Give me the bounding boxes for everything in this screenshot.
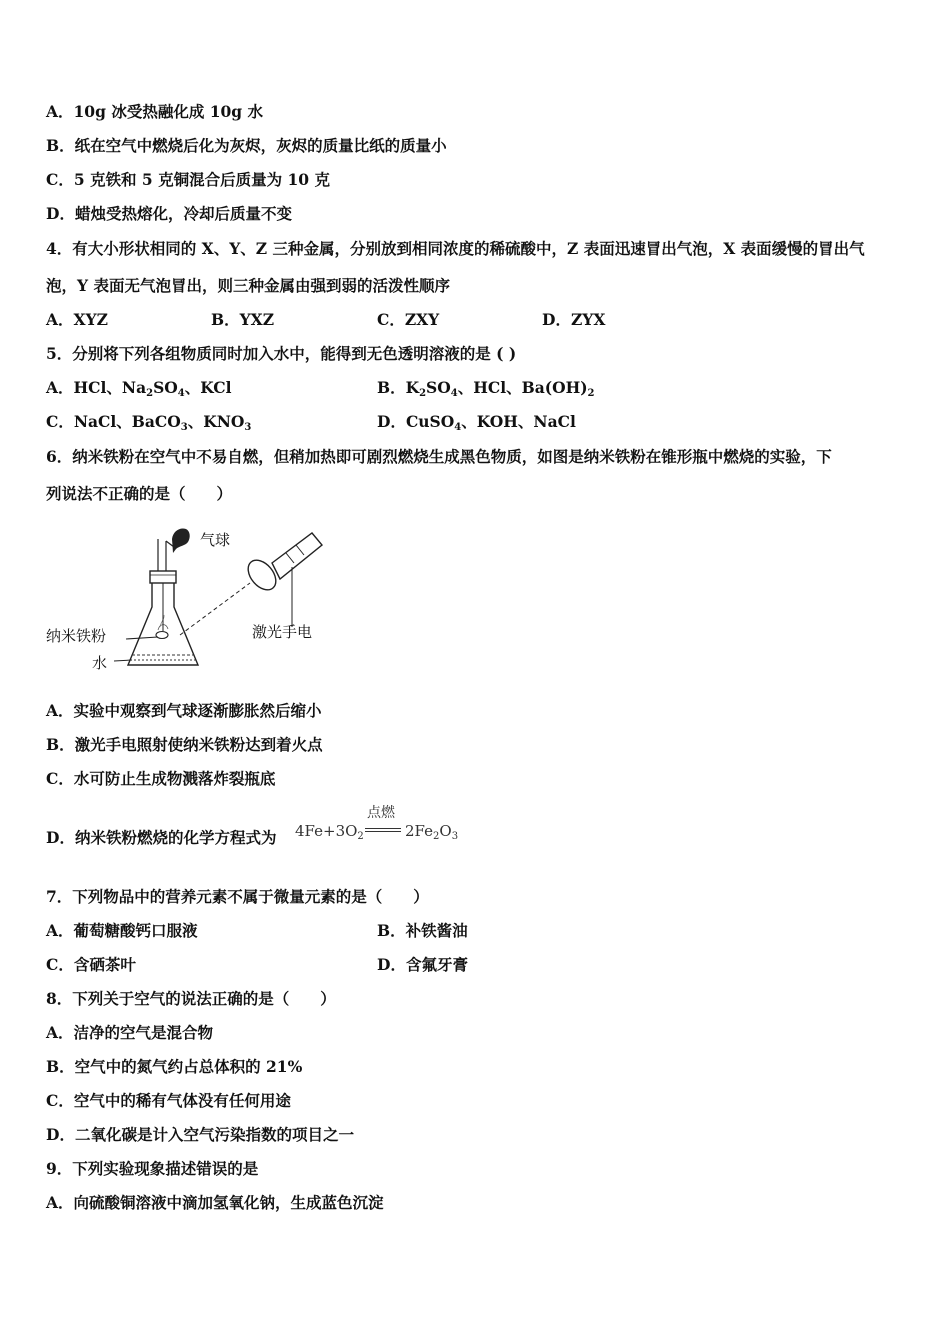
balloon-shape <box>172 528 190 553</box>
q3-option-c: C．5 克铁和 5 克铜混合后质量为 10 克 <box>46 170 330 189</box>
label-iron-powder: 纳米铁粉 <box>46 627 107 645</box>
equation-condition: 点燃 <box>367 805 395 821</box>
flashlight-body <box>272 533 322 579</box>
label-water: 水 <box>92 654 108 672</box>
q5-option-d: D．CuSO$_4$、KOH、NaCl <box>377 412 576 433</box>
q4-option-b: B．YXZ <box>211 310 275 329</box>
q6-stem-line1: 6．纳米铁粉在空气中不易自燃，但稍加热即可剧烈燃烧生成黑色物质，如图是纳米铁粉在锥形瓶中燃烧的实验，下 <box>46 447 832 466</box>
q6-option-a: A．实验中观察到气球逐渐膨胀然后缩小 <box>46 701 322 720</box>
label-balloon: 气球 <box>200 531 231 549</box>
q5-stem: 5．分别将下列各组物质同时加入水中，能得到无色透明溶液的是 ( ) <box>46 344 517 363</box>
q6-option-d: D．纳米铁粉燃烧的化学方程式为 <box>46 828 277 847</box>
q9-stem: 9．下列实验现象描述错误的是 <box>46 1159 259 1178</box>
equation-reactants: $4Fe+3O_2$ <box>295 822 364 842</box>
q7-option-a: A．葡萄糖酸钙口服液 <box>46 921 198 940</box>
equation-product: $2Fe_2O_3$ <box>405 822 459 842</box>
q4-stem-line2: 泡，Y 表面无气泡冒出，则三种金属由强到弱的活泼性顺序 <box>46 276 450 295</box>
q5-option-a: A．HCl、$Na_2SO_4$、KCl <box>46 378 232 399</box>
q5-option-b: B．$K_2SO_4$、HCl、$Ba(OH)_2$ <box>377 378 595 399</box>
label-flashlight: 激光手电 <box>252 623 313 641</box>
q8-option-b: B．空气中的氮气约占总体积的 21% <box>46 1057 303 1076</box>
q9-option-a: A．向硫酸铜溶液中滴加氢氧化钠，生成蓝色沉淀 <box>46 1193 384 1212</box>
experiment-figure <box>40 515 340 685</box>
q3-option-d: D．蜡烛受热熔化，冷却后质量不变 <box>46 204 292 223</box>
q4-option-a: A．XYZ <box>46 310 108 329</box>
q4-option-c: C．ZXY <box>377 310 440 329</box>
q7-option-c: C．含硒茶叶 <box>46 955 136 974</box>
q7-stem: 7．下列物品中的营养元素不属于微量元素的是（ ） <box>46 887 429 906</box>
q6-stem-line2: 列说法不正确的是（ ） <box>46 484 233 503</box>
q8-option-c: C．空气中的稀有气体没有任何用途 <box>46 1091 291 1110</box>
q7-option-b: B．补铁酱油 <box>377 921 468 940</box>
flask-laser-diagram <box>40 515 340 685</box>
q4-stem-line1: 4．有大小形状相同的 X、Y、Z 三种金属，分别放到相同浓度的稀硫酸中，Z 表面迅速冒出气泡，X 表面缓慢的冒出气 <box>46 239 865 258</box>
q8-option-a: A．洁净的空气是混合物 <box>46 1023 214 1042</box>
q4-option-d: D．ZYX <box>542 310 606 329</box>
q8-option-d: D．二氧化碳是计入空气污染指数的项目之一 <box>46 1125 354 1144</box>
q6-option-b: B．激光手电照射使纳米铁粉达到着火点 <box>46 735 323 754</box>
laser-beam <box>180 583 250 635</box>
q5-option-c: C．NaCl、BaCO$_3$、$KNO_3$ <box>46 412 252 433</box>
q7-option-d: D．含氟牙膏 <box>377 955 468 974</box>
q8-stem: 8．下列关于空气的说法正确的是（ ） <box>46 989 336 1008</box>
q3-option-a: A．10g 冰受热融化成 10g 水 <box>46 102 264 121</box>
q6-option-c: C．水可防止生成物溅落炸裂瓶底 <box>46 769 276 788</box>
stopper <box>150 571 176 583</box>
q3-option-b: B．纸在空气中燃烧后化为灰烬，灰烬的质量比纸的质量小 <box>46 136 447 155</box>
chemical-equation <box>295 802 475 852</box>
